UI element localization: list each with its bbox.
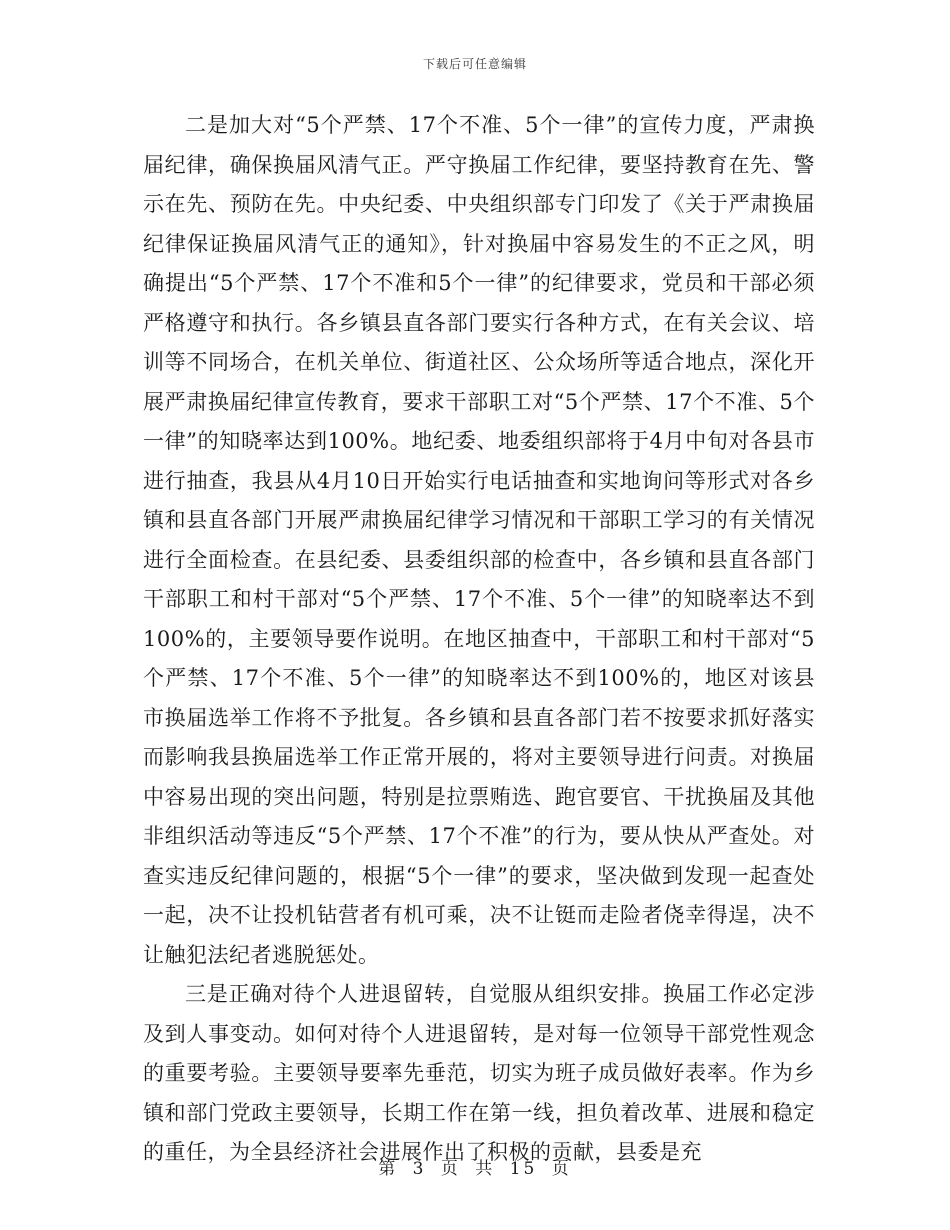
body-paragraph: 三是正确对待个人进退留转，自觉服从组织安排。换届工作必定涉及到人事变动。如何对待个人进退留转，是对每一位领导干部党性观念的重要考验。主要领导要率先垂范，切实为班子成员做好表率。作为乡镇和部门党政主要领导，长期工作在第一线，担负着改革、进展和稳定的重任，为全县经济社会进展作出了积极的贡献，县委是充 <box>143 982 815 1164</box>
page-footer: 第 3 页 共 15 页 <box>378 1159 572 1179</box>
page-header: 下载后可任意编辑 <box>422 57 527 71</box>
body-paragraph: 二是加大对“5个严禁、17个不准、5个一律”的宣传力度，严肃换届纪律，确保换届风清气正。严守换届工作纪律，要坚持教育在先、警示在先、预防在先。中央纪委、中央组织部专门印发了《关于严肃换届纪律保证换届风清气正的通知》，针对换届中容易发生的不正之风，明确提出“5个严禁、17个不准和5个一律”的纪律要求，党员和干部必须严格遵守和执行。各乡镇县直各部门要实行各种方式，在有关会议、培训等不同场合，在机关单位、街道社区、公众场所等适合地点，深化开展严肃换届纪律宣传教育，要求干部职工对“5个严禁、17个不准、5个一律”的知晓率达到100%。地纪委、地委组织部将于4月中旬对各县市进行抽查，我县从4月10日开始实行电话抽查和实地询问等形式对各乡镇和县直各部门开展严肃换届纪律学习情况和干部职工学习的有关情况进行全面检查。在县纪委、县委组织部的检查中，各乡镇和县直各部门干部职工和村干部对“5个严禁、17个不准、5个一律”的知晓率达不到100%的，主要领导要作说明。在地区抽查中，干部职工和村干部对“5个严禁、17个不准、5个一律”的知晓率达不到100%的，地区对该县市换届选举工作将不予批复。各乡镇和县直各部门若不按要求抓好落实而影响我县换届选举工作正常开展的，将对主要领导进行问责。对换届中容易出现的突出问题，特别是拉票贿选、跑官要官、干扰换届及其他非组织活动等违反“5个严禁、17个不准”的行为，要从快从严查处。对查实违反纪律问题的，根据“5个一律”的要求，坚决做到发现一起查处一起，决不让投机钻营者有机可乘，决不让铤而走险者侥幸得逞，决不让触犯法纪者逃脱惩处。 <box>143 113 815 967</box>
document-body <box>143 106 815 1173</box>
